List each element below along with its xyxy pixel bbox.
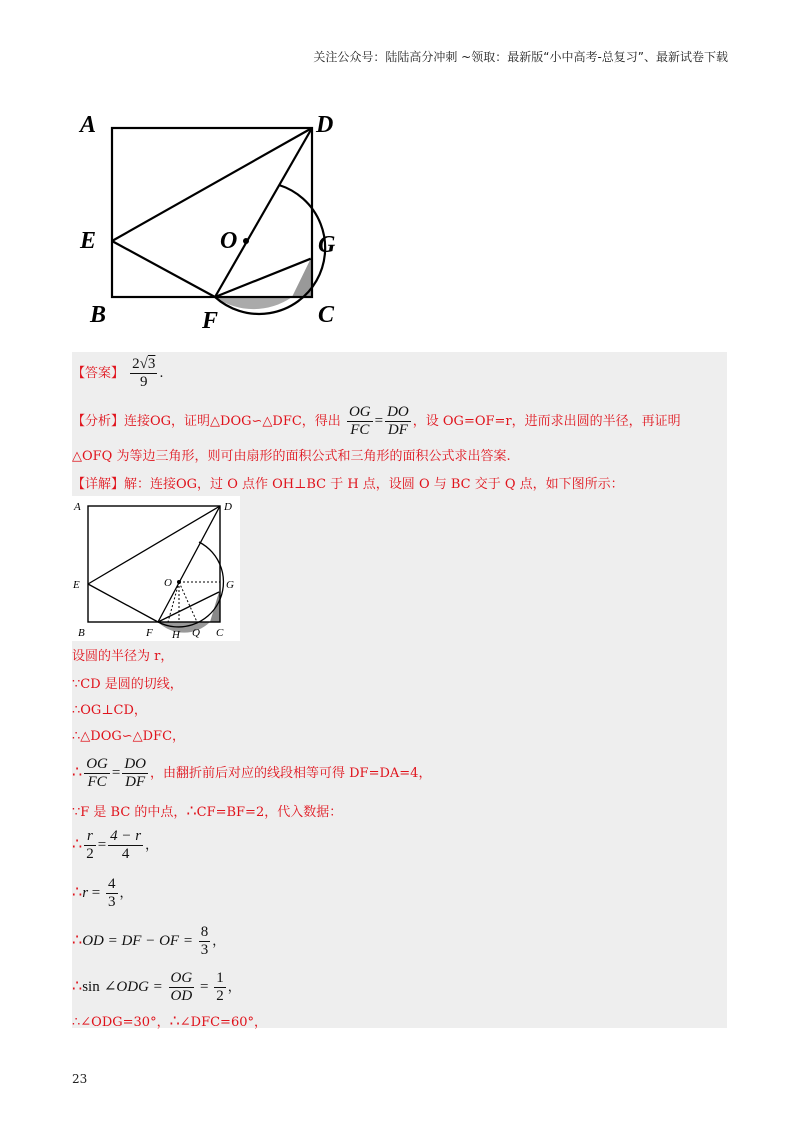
step-od-frac-num: 8 [200, 924, 209, 940]
analysis-frac-1-num: OG [348, 404, 371, 420]
step-sin-frac-1-num: OG [170, 970, 193, 986]
detail-label-b: B [78, 627, 85, 639]
detail-fg [158, 592, 219, 622]
detail-square [88, 506, 220, 622]
answer-end: . [159, 366, 164, 381]
step-sin-end: ， [227, 980, 241, 995]
detail-label-h: H [172, 629, 180, 641]
step-od [72, 924, 225, 959]
step-equation-frac-2 [108, 828, 143, 863]
answer-tag: 【答案】 [72, 366, 125, 381]
step-ratio-frac-2 [122, 756, 148, 791]
answer-line [72, 356, 164, 391]
step-r-frac [106, 876, 118, 911]
step-ratio [72, 756, 431, 791]
label-e: E [80, 228, 97, 254]
step-sin-eq: = [196, 979, 213, 995]
detail-label-q: Q [192, 627, 200, 639]
step-ratio-frac-2-num: DO [124, 756, 146, 772]
detail-oq [179, 582, 197, 622]
center-point-o [243, 238, 249, 244]
step-od-therefore: ∴ [72, 930, 83, 949]
detail-label-o: O [164, 577, 172, 589]
segment-ed [112, 128, 312, 241]
step-ratio-frac-1-den: FC [87, 774, 107, 790]
step-r-therefore: ∴ [72, 882, 83, 901]
step-midpoint-c: CF=BF=2，代入数据： [196, 805, 343, 820]
detail-ed [88, 506, 220, 584]
page-header: 关注公众号：陆陆高分冲刺 ~领取：最新版“小中高考-总复习”、最新试卷下载 [313, 50, 728, 64]
step-angles-a: ∴∠ODG=30°， [72, 1015, 170, 1030]
label-g: G [318, 232, 336, 258]
detail-label-d: D [224, 501, 232, 513]
analysis-tag: 【分析】 [72, 414, 125, 429]
analysis-eq: = [374, 413, 384, 429]
step-equation-frac-1-num: r [84, 828, 96, 846]
step-similar: ∴△DOG∽△DFC， [72, 729, 186, 744]
analysis-text-1: 连接OG，证明△DOG∽△DFC，得出 [124, 414, 341, 429]
analysis-frac-1-den: FC [350, 422, 370, 438]
sqrt-sign: √ [139, 356, 148, 372]
step-sin-therefore: ∴ [72, 976, 83, 995]
step-sin [72, 970, 241, 1005]
solution-panel [72, 352, 727, 1028]
step-r-frac-den: 3 [108, 894, 116, 910]
detail-label-e: E [73, 579, 80, 591]
detail-text: 解：连接OG，过 O 点作 OH⊥BC 于 H 点，设圆 O 与 BC 交于 Q 点，如下图所示： [124, 477, 624, 492]
shaded-arc [215, 297, 292, 309]
detail-center-o [177, 580, 181, 584]
step-sin-expr: ODG = [116, 979, 167, 995]
square-abcd [112, 128, 312, 297]
label-d: D [316, 112, 334, 138]
segment-ef [112, 241, 215, 297]
segment-df [215, 128, 312, 297]
step-angles-therefore: ∴ [169, 1011, 180, 1030]
detail-label-g: G [226, 579, 234, 591]
step-midpoint [72, 802, 342, 822]
step-ratio-eq: = [111, 765, 121, 781]
step-od-frac [199, 924, 211, 959]
step-ratio-frac-1 [84, 756, 110, 791]
detail-label-a: A [74, 501, 81, 513]
step-equation-frac-2-num: 4 − r [110, 828, 142, 844]
label-b: B [90, 302, 107, 328]
step-sin-func: sin [82, 979, 100, 995]
label-c: C [318, 302, 335, 328]
detail-ef [88, 584, 158, 622]
analysis-frac-2-den: DF [387, 422, 408, 438]
detail-shaded-region [210, 590, 220, 622]
step-od-frac-den: 3 [200, 942, 209, 958]
analysis-line-1 [72, 404, 681, 439]
step-od-expr: OD = DF − OF = [82, 933, 197, 949]
geometry-figure-detail [72, 496, 240, 641]
step-sin-frac-2-den: 2 [216, 988, 224, 1004]
step-sin-frac-1 [169, 970, 195, 1005]
page-number: 23 [72, 1072, 88, 1086]
step-ratio-frac-1-num: OG [86, 756, 108, 772]
step-sin-frac-1-den: OD [170, 988, 193, 1004]
step-equation [72, 828, 158, 863]
step-equation-eq: = [97, 837, 107, 853]
answer-fraction [130, 356, 157, 391]
step-sin-frac-2 [214, 970, 226, 1005]
answer-denominator: 9 [140, 374, 148, 390]
step-midpoint-a: ∵F 是 BC 的中点， [72, 805, 187, 820]
step-r-var: r [82, 885, 89, 901]
step-sin-angle-sign: ∠ [103, 979, 117, 995]
analysis-line-2: △OFQ 为等边三角形，则可由扇形的面积公式和三角形的面积公式求出答案. [72, 449, 511, 464]
step-equation-therefore: ∴ [72, 834, 83, 853]
step-equation-end: ， [145, 838, 159, 853]
step-angles [72, 1012, 267, 1032]
analysis-frac-1 [347, 404, 373, 439]
label-f: F [202, 308, 219, 334]
step-ratio-therefore: ∴ [72, 762, 83, 781]
step-ratio-frac-2-den: DF [125, 774, 146, 790]
detail-line [72, 476, 624, 494]
geometry-figure-main [72, 100, 362, 335]
analysis-text-2: ，设 OG=OF=r，进而求出圆的半径，再证明 [412, 414, 681, 429]
step-ratio-text: ，由翻折前后对应的线段相等可得 DF=DA=4， [150, 766, 432, 781]
step-equation-frac-1 [84, 828, 96, 863]
step-perpendicular: ∴OG⊥CD， [72, 703, 147, 718]
step-midpoint-therefore: ∴ [186, 801, 197, 820]
analysis-frac-2-num: DO [387, 404, 409, 420]
step-r-eq: = [88, 885, 104, 901]
step-sin-frac-2-num: 1 [216, 970, 224, 986]
step-od-end: ， [212, 934, 226, 949]
detail-tag: 【详解】 [72, 477, 125, 492]
step-equation-frac-1-den: 2 [86, 846, 94, 862]
label-o: O [220, 228, 238, 254]
label-a: A [80, 112, 97, 138]
step-angles-c: ∠DFC=60°， [179, 1015, 267, 1030]
step-tangent: ∵CD 是圆的切线， [72, 677, 183, 692]
step-r-value [72, 876, 133, 911]
step-equation-frac-2-den: 4 [121, 846, 130, 862]
step-r-end: ， [119, 886, 133, 901]
detail-label-c: C [216, 627, 224, 639]
step-radius: 设圆的半径为 r， [72, 649, 174, 664]
analysis-frac-2 [385, 404, 411, 439]
detail-label-f: F [146, 627, 153, 639]
step-r-frac-num: 4 [108, 876, 116, 892]
answer-coef: 2 [132, 356, 140, 372]
answer-radicand: 3 [147, 356, 156, 372]
